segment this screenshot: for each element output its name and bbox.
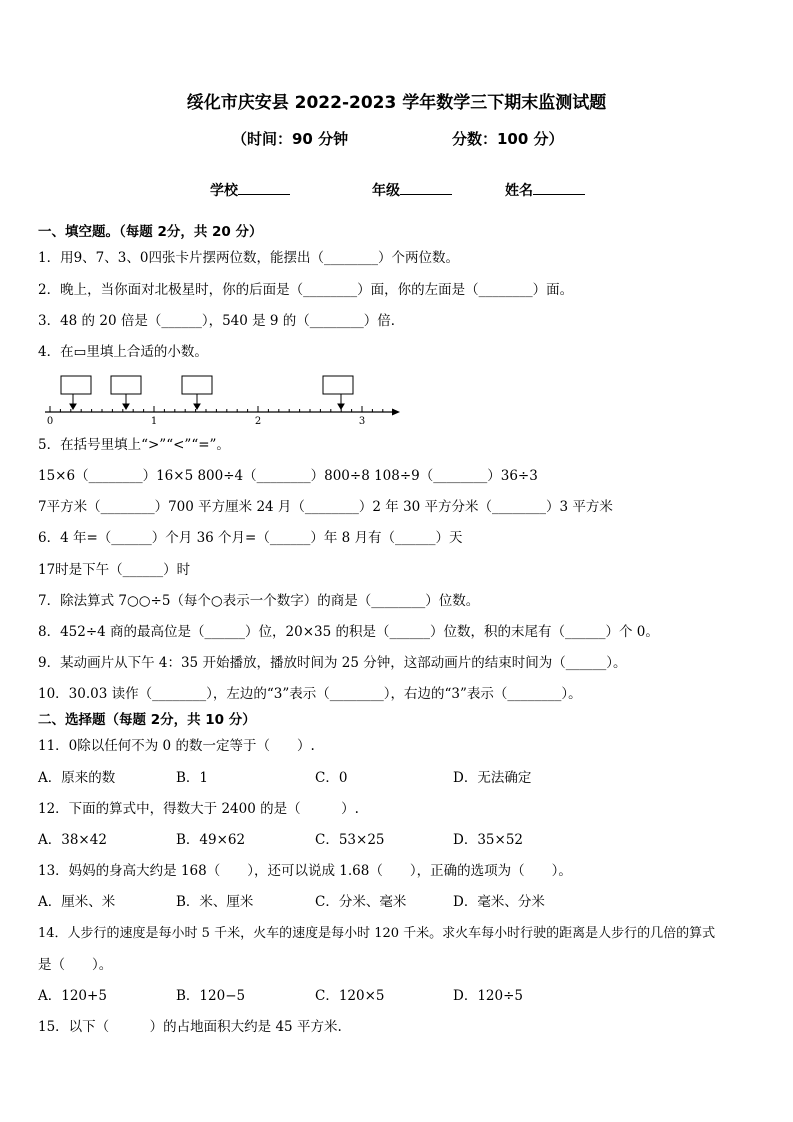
tick-label-2: 2 — [254, 416, 262, 427]
question-8: 8．452÷4 商的最高位是（______）位，20×35 的积是（______）位数，积的末尾有（______）个 0。 — [38, 624, 659, 640]
question-12: 12．下面的算式中，得数大于 2400 的是（ ）. — [38, 801, 359, 817]
q14-option-a[interactable]: A．120+5 — [38, 988, 107, 1004]
q11-option-c[interactable]: C．0 — [315, 770, 348, 786]
question-5-row-2: 7平方米（________）700 平方厘米 24 月（________）2 年 30 平方分米（________）3 平方米 — [38, 499, 613, 515]
name-blank[interactable] — [533, 180, 585, 195]
number-line-figure — [40, 370, 405, 428]
q14-option-d[interactable]: D．120÷5 — [453, 988, 523, 1004]
exam-title: 绥化市庆安县 2022-2023 学年数学三下期末监测试题 — [186, 93, 607, 113]
tick-labels — [47, 416, 365, 427]
q14-option-c[interactable]: C．120×5 — [315, 988, 385, 1004]
q13-option-d[interactable]: D．毫米、分米 — [453, 894, 545, 910]
question-13: 13．妈妈的身高大约是 168（ ），还可以说成 1.68（ ），正确的选项为（ ）。 — [38, 863, 572, 879]
answer-box-4[interactable] — [323, 376, 353, 394]
question-6-row-2: 17时是下午（______）时 — [38, 562, 191, 578]
question-5-row-1: 15×6（________）16×5 800÷4（________）800÷8 108÷9（________）36÷3 — [38, 468, 538, 484]
question-6: 6．4 年=（______）个月 36 个月=（______）年 8 月有（______）天 — [38, 530, 463, 546]
question-9: 9．某动画片从下午 4：35 开始播放，播放时间为 25 分钟，这部动画片的结束时间为（______）。 — [38, 655, 627, 671]
school-blank[interactable] — [238, 180, 290, 195]
answer-box-1[interactable] — [61, 376, 91, 394]
question-5: 5．在括号里填上“>”“<”“=”。 — [38, 437, 230, 453]
question-11: 11．0除以任何不为 0 的数一定等于（ ）. — [38, 738, 315, 754]
q12-option-b[interactable]: B．49×62 — [176, 832, 246, 848]
tick-label-1: 1 — [150, 416, 158, 427]
question-3: 3．48 的 20 倍是（______），540 是 9 的（________）倍． — [38, 313, 405, 329]
tick-label-0: 0 — [46, 416, 54, 427]
answer-box-3[interactable] — [182, 376, 212, 394]
exam-time: （时间：90 分钟 — [232, 130, 349, 148]
school-label: 学校 — [210, 183, 238, 199]
question-4: 4．在▭里填上合适的小数。 — [38, 344, 208, 360]
question-7: 7．除法算式 7○○÷5（每个○表示一个数字）的商是（________）位数。 — [38, 593, 480, 609]
q13-option-b[interactable]: B．米、厘米 — [176, 894, 254, 910]
tick-label-3: 3 — [358, 416, 366, 427]
school-field[interactable] — [210, 180, 290, 200]
question-14-line-2: 是（ ）。 — [38, 957, 113, 973]
grade-field[interactable] — [372, 180, 452, 200]
q13-option-c[interactable]: C．分米、毫米 — [315, 894, 407, 910]
q12-option-c[interactable]: C．53×25 — [315, 832, 385, 848]
question-15: 15．以下（ ）的占地面积大约是 45 平方米. — [38, 1019, 342, 1035]
answer-box-2[interactable] — [111, 376, 141, 394]
name-field[interactable] — [505, 180, 585, 200]
section-fill-in: 一、填空题。（每题 2分，共 20 分） — [38, 224, 263, 240]
question-2: 2．晚上，当你面对北极星时，你的后面是（________）面，你的左面是（________）面。 — [38, 282, 574, 298]
exam-score: 分数：100 分） — [452, 130, 564, 148]
q12-option-a[interactable]: A．38×42 — [38, 832, 107, 848]
q11-option-b[interactable]: B．1 — [176, 770, 209, 786]
q13-option-a[interactable]: A．厘米、米 — [38, 894, 116, 910]
question-14-line-1: 14．人步行的速度是每小时 5 千米，火车的速度是每小时 120 千米。求火车每小时行驶的距离是人步行的几倍的算式 — [38, 926, 716, 941]
q12-option-d[interactable]: D．35×52 — [453, 832, 523, 848]
name-label: 姓名 — [505, 183, 533, 199]
question-10: 10．30.03 读作（________），左边的“3”表示（________），右边的“3”表示（________）。 — [38, 686, 582, 702]
pointer-arrows — [70, 394, 344, 409]
grade-blank[interactable] — [400, 180, 452, 195]
q14-option-b[interactable]: B．120−5 — [176, 988, 246, 1004]
q11-option-d[interactable]: D．无法确定 — [453, 770, 532, 786]
question-1: 1．用9、7、3、0四张卡片摆两位数，能摆出（________）个两位数。 — [38, 250, 459, 266]
section-choice: 二、选择题（每题 2分，共 10 分） — [38, 712, 256, 728]
q11-option-a[interactable]: A．原来的数 — [38, 770, 116, 786]
grade-label: 年级 — [372, 183, 400, 199]
